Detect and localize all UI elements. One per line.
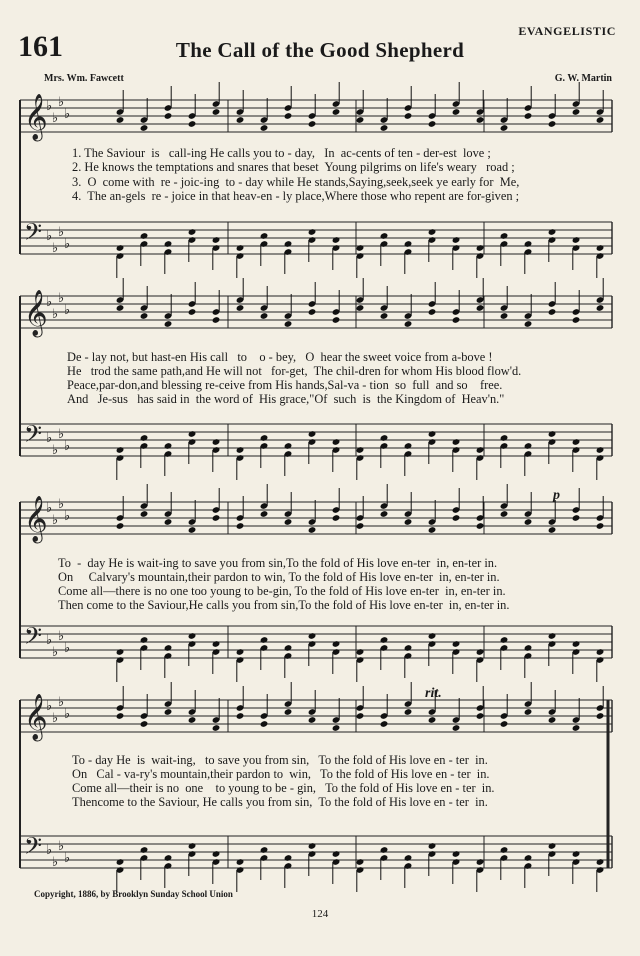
note-head xyxy=(212,108,221,116)
note-head xyxy=(116,712,125,720)
lyricist-credit: Mrs. Wm. Fawcett xyxy=(44,73,124,84)
note-head xyxy=(260,232,269,240)
lyric-line: Peace,par-don,and blessing re-ceive from His hands,Sal-va - tion so full and so free. xyxy=(67,378,503,392)
note-head xyxy=(500,510,509,518)
note-head xyxy=(596,304,605,312)
note-head xyxy=(380,846,389,854)
note-head xyxy=(140,510,149,518)
flat-icon: ♭ xyxy=(64,439,71,454)
flat-icon: ♭ xyxy=(64,851,71,866)
note-head xyxy=(116,858,125,866)
note-head xyxy=(356,446,365,454)
note-head xyxy=(524,442,533,450)
flat-icon: ♭ xyxy=(58,497,65,512)
note-head xyxy=(212,316,221,324)
hymn-number: 161 xyxy=(18,30,63,63)
note-head xyxy=(140,312,149,320)
note-head xyxy=(428,842,437,850)
note-head xyxy=(380,720,389,728)
note-head xyxy=(284,518,293,526)
flat-icon: ♭ xyxy=(46,295,53,310)
note-head xyxy=(500,124,509,132)
note-head xyxy=(308,120,317,128)
note-head xyxy=(380,312,389,320)
lyric-line: And Je-sus has said in the word of His grace,"Of such is the Kingdom of Heav'n." xyxy=(67,392,505,406)
note-head xyxy=(380,636,389,644)
note-head xyxy=(284,644,293,652)
note-head xyxy=(452,316,461,324)
flat-icon: ♭ xyxy=(64,107,71,122)
hymn-category: EVANGELISTIC xyxy=(518,24,616,38)
note-head xyxy=(284,708,293,716)
note-head xyxy=(596,712,605,720)
note-head xyxy=(116,116,125,124)
note-head xyxy=(236,304,245,312)
note-head xyxy=(500,434,509,442)
note-head xyxy=(404,442,413,450)
note-head xyxy=(428,430,437,438)
flat-icon: ♭ xyxy=(46,229,53,244)
note-head xyxy=(212,236,221,244)
note-head xyxy=(452,438,461,446)
note-head xyxy=(572,514,581,522)
note-head xyxy=(164,644,173,652)
note-head xyxy=(452,640,461,648)
note-head xyxy=(284,112,293,120)
note-head xyxy=(140,434,149,442)
note-head xyxy=(188,228,197,236)
note-head xyxy=(260,636,269,644)
note-head xyxy=(236,858,245,866)
lyric-line: Thencome to the Saviour, He calls you from sin, To the fold of His love en - ter in. xyxy=(72,795,488,809)
note-head xyxy=(140,720,149,728)
flat-icon: ♭ xyxy=(58,629,65,644)
note-head xyxy=(212,640,221,648)
note-head xyxy=(260,720,269,728)
copyright-notice: Copyright, 1886, by Brooklyn Sunday School Union xyxy=(34,889,233,899)
flat-icon: ♭ xyxy=(46,501,53,516)
note-head xyxy=(500,846,509,854)
page-number: 124 xyxy=(311,908,329,920)
flat-icon: ♭ xyxy=(52,241,59,256)
flat-icon: ♭ xyxy=(64,707,71,722)
note-head xyxy=(260,124,269,132)
note-head xyxy=(356,522,365,530)
note-head xyxy=(596,648,605,656)
note-head xyxy=(476,304,485,312)
note-head xyxy=(596,522,605,530)
lyric-line: 3. O come with re - joic-ing to - day while He stands,Saying,seek,seek ye early for Me, xyxy=(72,175,520,189)
note-head xyxy=(212,514,221,522)
note-head xyxy=(116,244,125,252)
lyric-line: To - day He is wait-ing, to save you from sin, To the fold of His love en - ter in. xyxy=(72,753,488,767)
note-head xyxy=(188,716,197,724)
note-head xyxy=(572,724,581,732)
note-head xyxy=(524,320,533,328)
lyric-line: Then come to the Saviour,He calls you from sin,To the fold of His love en-ter in, en-ter in. xyxy=(58,598,510,612)
note-head xyxy=(188,308,197,316)
note-head xyxy=(452,724,461,732)
lyric-line: 4. The an-gels re - joice in that heav-en - ly place,Where those who repent are for-given ; xyxy=(72,189,520,203)
note-head xyxy=(284,442,293,450)
note-head xyxy=(500,312,509,320)
note-head xyxy=(404,518,413,526)
note-head xyxy=(524,854,533,862)
lyric-line: De - lay not, but hast-en His call to o - bey, O hear the sweet voice from a-bove ! xyxy=(67,350,493,364)
note-head xyxy=(212,850,221,858)
note-head xyxy=(452,514,461,522)
note-head xyxy=(476,712,485,720)
note-head xyxy=(596,244,605,252)
note-head xyxy=(164,240,173,248)
note-head xyxy=(308,716,317,724)
note-head xyxy=(428,228,437,236)
flat-icon: ♭ xyxy=(64,237,71,252)
note-head xyxy=(356,116,365,124)
note-head xyxy=(428,526,437,534)
flat-icon: ♭ xyxy=(64,641,71,656)
note-head xyxy=(380,124,389,132)
treble-clef-icon: 𝄞 xyxy=(24,94,48,140)
note-head xyxy=(356,244,365,252)
note-head xyxy=(380,434,389,442)
lyric-line: On Cal - va-ry's mountain,their pardon to win, To the fold of His love en - ter in. xyxy=(72,767,490,781)
note-head xyxy=(524,240,533,248)
note-head xyxy=(140,232,149,240)
flat-icon: ♭ xyxy=(52,855,59,870)
note-head xyxy=(452,108,461,116)
note-head xyxy=(548,526,557,534)
flat-icon: ♭ xyxy=(46,99,53,114)
bass-clef-icon: 𝄢 xyxy=(24,218,43,251)
note-head xyxy=(356,304,365,312)
note-head xyxy=(236,244,245,252)
note-head xyxy=(308,842,317,850)
flat-icon: ♭ xyxy=(58,291,65,306)
note-head xyxy=(236,522,245,530)
dynamic-marking: p xyxy=(553,488,560,503)
lyric-line: 2. He knows the temptations and snares that beset Young pilgrims on life's weary road ; xyxy=(72,160,515,174)
note-head xyxy=(188,842,197,850)
bass-clef-icon: 𝄢 xyxy=(24,832,43,865)
flat-icon: ♭ xyxy=(46,431,53,446)
note-head xyxy=(332,514,341,522)
note-head xyxy=(116,522,125,530)
note-head xyxy=(524,644,533,652)
note-head xyxy=(164,854,173,862)
note-head xyxy=(164,442,173,450)
note-head xyxy=(332,236,341,244)
note-head xyxy=(476,858,485,866)
note-head xyxy=(572,640,581,648)
lyric-line: Come all—there is no one too young to be-gin, To the fold of His love en-ter in, en-ter in. xyxy=(58,584,506,598)
flat-icon: ♭ xyxy=(64,509,71,524)
note-head xyxy=(572,108,581,116)
note-head xyxy=(404,708,413,716)
note-head xyxy=(284,320,293,328)
note-head xyxy=(308,632,317,640)
flat-icon: ♭ xyxy=(52,443,59,458)
note-head xyxy=(452,236,461,244)
flat-icon: ♭ xyxy=(58,695,65,710)
note-head xyxy=(332,724,341,732)
flat-icon: ♭ xyxy=(52,307,59,322)
note-head xyxy=(404,112,413,120)
note-head xyxy=(524,708,533,716)
note-head xyxy=(476,116,485,124)
note-head xyxy=(404,240,413,248)
tempo-marking: rit. xyxy=(425,686,442,701)
note-head xyxy=(476,522,485,530)
flat-icon: ♭ xyxy=(46,843,53,858)
note-head xyxy=(236,446,245,454)
note-head xyxy=(236,116,245,124)
note-head xyxy=(164,708,173,716)
note-head xyxy=(236,712,245,720)
flat-icon: ♭ xyxy=(58,225,65,240)
note-head xyxy=(140,846,149,854)
note-head xyxy=(404,854,413,862)
note-head xyxy=(308,308,317,316)
note-head xyxy=(380,510,389,518)
note-head xyxy=(548,716,557,724)
note-head xyxy=(572,850,581,858)
note-head xyxy=(524,112,533,120)
note-head xyxy=(332,316,341,324)
note-head xyxy=(596,446,605,454)
note-head xyxy=(476,648,485,656)
flat-icon: ♭ xyxy=(46,699,53,714)
note-head xyxy=(212,438,221,446)
note-head xyxy=(116,304,125,312)
note-head xyxy=(428,716,437,724)
note-head xyxy=(356,648,365,656)
note-head xyxy=(404,644,413,652)
hymn-title: The Call of the Good Shepherd xyxy=(175,38,465,62)
note-head xyxy=(572,236,581,244)
note-head xyxy=(548,842,557,850)
note-head xyxy=(164,320,173,328)
note-head xyxy=(260,312,269,320)
note-head xyxy=(596,858,605,866)
note-head xyxy=(116,648,125,656)
note-head xyxy=(548,632,557,640)
note-head xyxy=(116,446,125,454)
treble-clef-icon: 𝄞 xyxy=(24,290,48,336)
note-head xyxy=(212,724,221,732)
lyric-line: 1. The Saviour is call-ing He calls you to - day, In ac-cents of ten - der-est love ; xyxy=(72,146,491,160)
flat-icon: ♭ xyxy=(64,303,71,318)
flat-icon: ♭ xyxy=(52,711,59,726)
note-head xyxy=(500,720,509,728)
note-head xyxy=(332,108,341,116)
note-head xyxy=(260,510,269,518)
note-head xyxy=(332,850,341,858)
note-head xyxy=(308,526,317,534)
note-head xyxy=(260,434,269,442)
note-head xyxy=(236,648,245,656)
note-head xyxy=(332,438,341,446)
note-head xyxy=(404,320,413,328)
lyric-line: To - day He is wait-ing to save you from sin,To the fold of His love en-ter in, en-ter in. xyxy=(58,556,498,570)
note-head xyxy=(140,124,149,132)
treble-clef-icon: 𝄞 xyxy=(24,694,48,740)
note-head xyxy=(308,430,317,438)
note-head xyxy=(500,636,509,644)
bass-clef-icon: 𝄢 xyxy=(24,420,43,453)
note-head xyxy=(188,632,197,640)
note-head xyxy=(572,438,581,446)
note-head xyxy=(164,518,173,526)
note-head xyxy=(476,244,485,252)
flat-icon: ♭ xyxy=(58,95,65,110)
note-head xyxy=(284,854,293,862)
note-head xyxy=(548,228,557,236)
note-head xyxy=(188,120,197,128)
note-head xyxy=(548,308,557,316)
note-head xyxy=(260,846,269,854)
flat-icon: ♭ xyxy=(46,633,53,648)
note-head xyxy=(596,116,605,124)
flat-icon: ♭ xyxy=(58,427,65,442)
flat-icon: ♭ xyxy=(52,111,59,126)
lyric-line: On Calvary's mountain,their pardon to win, To the fold of His love en-ter in, en-ter in. xyxy=(58,570,500,584)
note-head xyxy=(284,240,293,248)
note-head xyxy=(308,228,317,236)
flat-icon: ♭ xyxy=(58,839,65,854)
flat-icon: ♭ xyxy=(52,645,59,660)
flat-icon: ♭ xyxy=(52,513,59,528)
note-head xyxy=(500,232,509,240)
note-head xyxy=(332,640,341,648)
note-head xyxy=(188,526,197,534)
bass-clef-icon: 𝄢 xyxy=(24,622,43,655)
note-head xyxy=(164,112,173,120)
note-head xyxy=(428,120,437,128)
note-head xyxy=(548,120,557,128)
lyric-line: Come all—their is no one to young to be - gin, To the fold of His love en - ter in. xyxy=(72,781,495,795)
note-head xyxy=(356,858,365,866)
note-head xyxy=(476,446,485,454)
note-head xyxy=(548,430,557,438)
note-head xyxy=(140,636,149,644)
note-head xyxy=(356,712,365,720)
note-head xyxy=(188,430,197,438)
composer-credit: G. W. Martin xyxy=(554,73,612,84)
note-head xyxy=(452,850,461,858)
note-head xyxy=(524,518,533,526)
note-head xyxy=(428,632,437,640)
note-head xyxy=(428,308,437,316)
treble-clef-icon: 𝄞 xyxy=(24,496,48,542)
note-head xyxy=(572,316,581,324)
lyric-line: He trod the same path,and He will not for-get, The chil-dren for whom His blood flow'd. xyxy=(67,364,522,378)
note-head xyxy=(380,232,389,240)
